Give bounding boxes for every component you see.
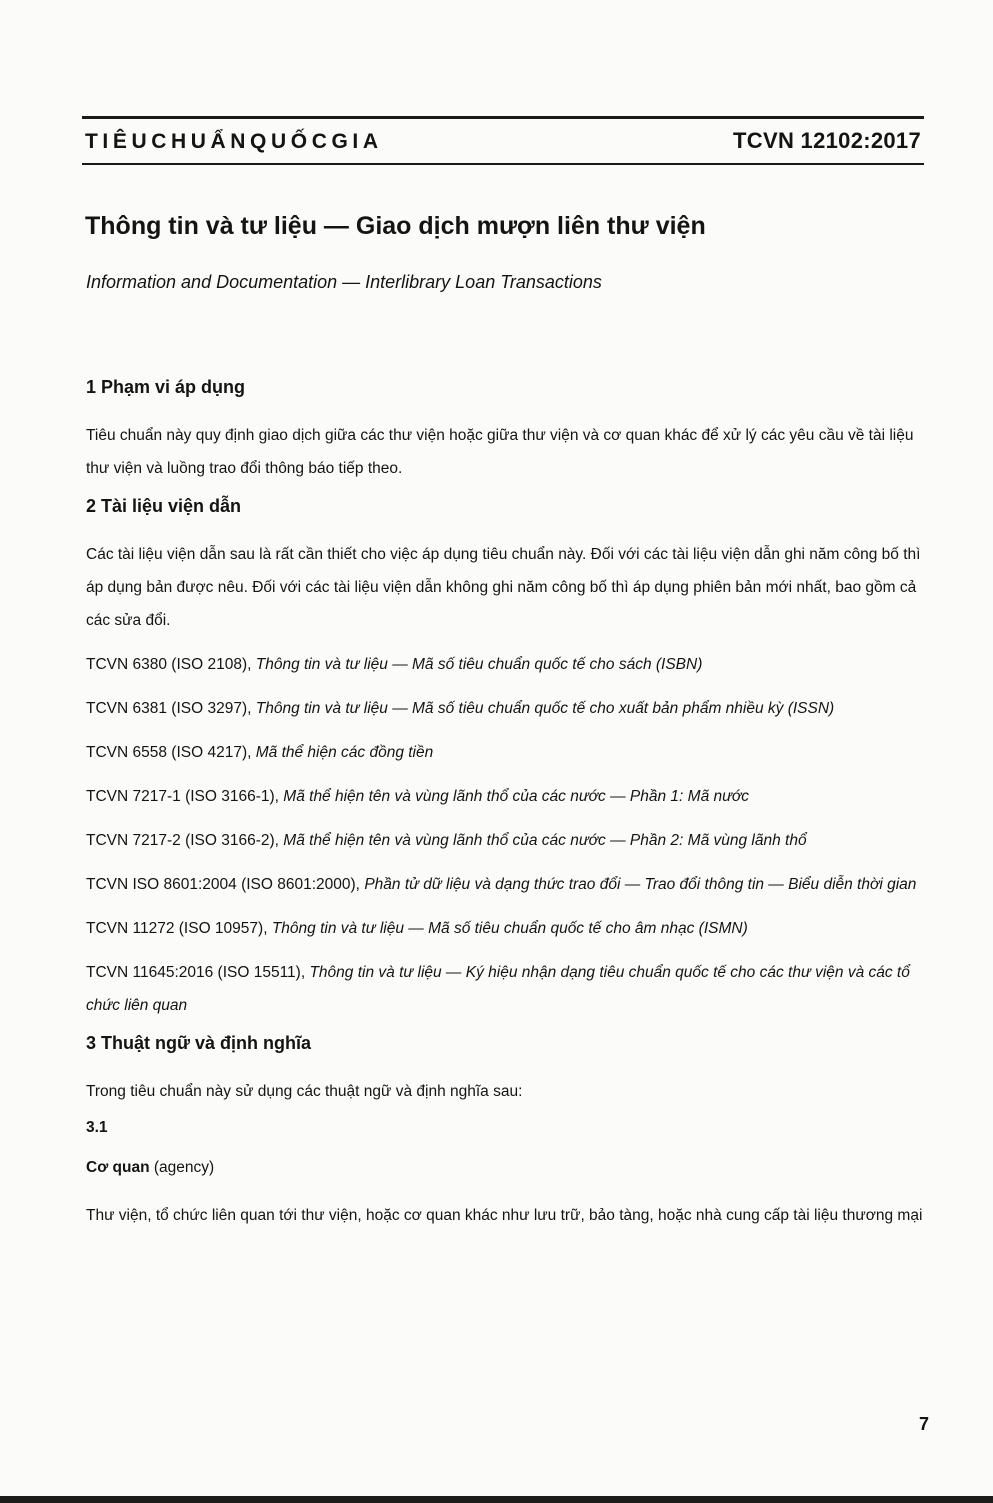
term-entry <box>86 1159 931 1177</box>
term-definition: Thư viện, tổ chức liên quan tới thư viện, hoặc cơ quan khác như lưu trữ, bảo tàng, hoặc nhà cung cấp tài liệu thương mại <box>86 1207 923 1224</box>
reference-item <box>86 780 931 813</box>
reference-title: Mã thể hiện các đồng tiền <box>255 744 434 761</box>
reference-code: TCVN 11272 (ISO 10957), <box>86 920 268 937</box>
reference-title: Thông tin và tư liệu — Mã số tiêu chuẩn quốc tế cho âm nhạc (ISMN) <box>271 920 748 937</box>
term-number: 3.1 <box>86 1119 108 1136</box>
standard-code: TCVN 12102:2017 <box>733 128 921 153</box>
reference-code: TCVN 11645:2016 (ISO 15511), <box>86 964 306 981</box>
reference-item <box>86 912 931 945</box>
scan-edge <box>0 1496 993 1503</box>
document-subtitle: Information and Documentation — Interlibrary Loan Transactions <box>86 272 602 292</box>
document-title: Thông tin và tư liệu — Giao dịch mượn liên thư viện <box>85 212 706 240</box>
section-1-text: Tiêu chuẩn này quy định giao dịch giữa các thư viện hoặc giữa thư viện và cơ quan khác để xử lý các yêu cầu về tài liệu thư viện và luồng trao đổi thông báo tiếp theo. <box>86 427 914 477</box>
reference-code: TCVN ISO 8601:2004 (ISO 8601:2000), <box>86 876 360 893</box>
reference-item <box>86 692 931 725</box>
section-3-text: Trong tiêu chuẩn này sử dụng các thuật ngữ và định nghĩa sau: <box>86 1083 523 1100</box>
term-name: Cơ quan <box>86 1159 150 1176</box>
section-2-text: Các tài liệu viện dẫn sau là rất cần thiết cho việc áp dụng tiêu chuẩn này. Đối với các tài liệu viện dẫn ghi năm công bố thì áp dụng bản được nêu. Đối với các tài liệu viện dẫn không ghi năm công bố thì áp dụng phiên bản mới nhất, bao gồm cả các sửa đổi. <box>86 546 921 629</box>
reference-title: Thông tin và tư liệu — Mã số tiêu chuẩn quốc tế cho xuất bản phẩm nhiều kỳ (ISSN) <box>255 700 835 717</box>
section-3-heading: 3 Thuật ngữ và định nghĩa <box>86 1033 312 1053</box>
document-body <box>86 377 931 1245</box>
page-number: 7 <box>918 1414 929 1434</box>
reference-item <box>86 956 931 1022</box>
section-1-heading: 1 Phạm vi áp dụng <box>86 377 246 397</box>
header-top-rule <box>82 116 924 119</box>
term-english: (agency) <box>153 1159 215 1176</box>
reference-title: Mã thể hiện tên và vùng lãnh thổ của các nước — Phần 2: Mã vùng lãnh thổ <box>283 832 807 849</box>
header-bottom-rule <box>82 163 924 165</box>
standard-type-label: TIÊUCHUẨNQUỐCGIA <box>85 130 383 153</box>
section-2-heading: 2 Tài liệu viện dẫn <box>86 496 242 516</box>
reference-title: Thông tin và tư liệu — Ký hiệu nhận dạng tiêu chuẩn quốc tế cho các thư viện và các tổ chức liên quan <box>86 964 910 1014</box>
reference-title: Mã thể hiện tên và vùng lãnh thổ của các nước — Phần 1: Mã nước <box>283 788 750 805</box>
reference-title: Phần tử dữ liệu và dạng thức trao đổi — Trao đổi thông tin — Biểu diễn thời gian <box>364 876 917 893</box>
reference-item <box>86 868 931 901</box>
reference-code: TCVN 6381 (ISO 3297), <box>86 700 252 717</box>
reference-item <box>86 824 931 857</box>
reference-code: TCVN 7217-1 (ISO 3166-1), <box>86 788 279 805</box>
reference-item <box>86 648 931 681</box>
reference-code: TCVN 6380 (ISO 2108), <box>86 656 252 673</box>
reference-code: TCVN 7217-2 (ISO 3166-2), <box>86 832 279 849</box>
reference-item <box>86 736 931 769</box>
reference-title: Thông tin và tư liệu — Mã số tiêu chuẩn quốc tế cho sách (ISBN) <box>255 656 703 673</box>
reference-code: TCVN 6558 (ISO 4217), <box>86 744 252 761</box>
